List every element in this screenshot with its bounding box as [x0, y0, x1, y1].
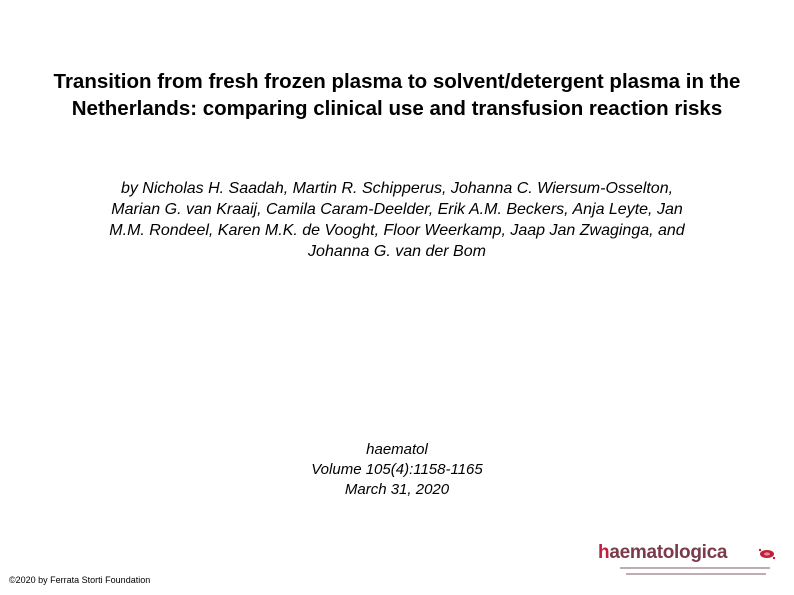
- author-list: [40, 178, 754, 262]
- author-line: Marian G. van Kraaij, Camila Caram-Deelder, Erik A.M. Beckers, Anja Leyte, Jan: [111, 201, 683, 218]
- logo-wordmark-rest: aematologica: [609, 542, 728, 563]
- copyright-notice: ©2020 by Ferrata Storti Foundation: [9, 575, 151, 585]
- citation-block: [197, 440, 597, 500]
- blood-cell-icon: [758, 547, 776, 561]
- author-line: by Nicholas H. Saadah, Martin R. Schipperus, Johanna C. Wiersum-Osselton,: [120, 180, 674, 197]
- haematologica-logo: [598, 541, 778, 579]
- journal-name: haematol: [366, 441, 428, 458]
- publication-date: March 31, 2020: [344, 481, 450, 498]
- logo-initial: h: [598, 542, 610, 563]
- logo-tagline-graphic: [620, 565, 772, 577]
- article-title: Transition from fresh frozen plasma to solvent/detergent plasma in the Netherlands: comparing clinical use and transfusion reaction risks: [53, 70, 741, 120]
- volume-pages: Volume 105(4):1158-1165: [311, 461, 483, 478]
- author-line: Johanna G. van der Bom: [308, 243, 486, 260]
- logo-wordmark: [598, 541, 727, 565]
- author-line: M.M. Rondeel, Karen M.K. de Vooght, Floor Weerkamp, Jaap Jan Zwaginga, and: [109, 222, 685, 239]
